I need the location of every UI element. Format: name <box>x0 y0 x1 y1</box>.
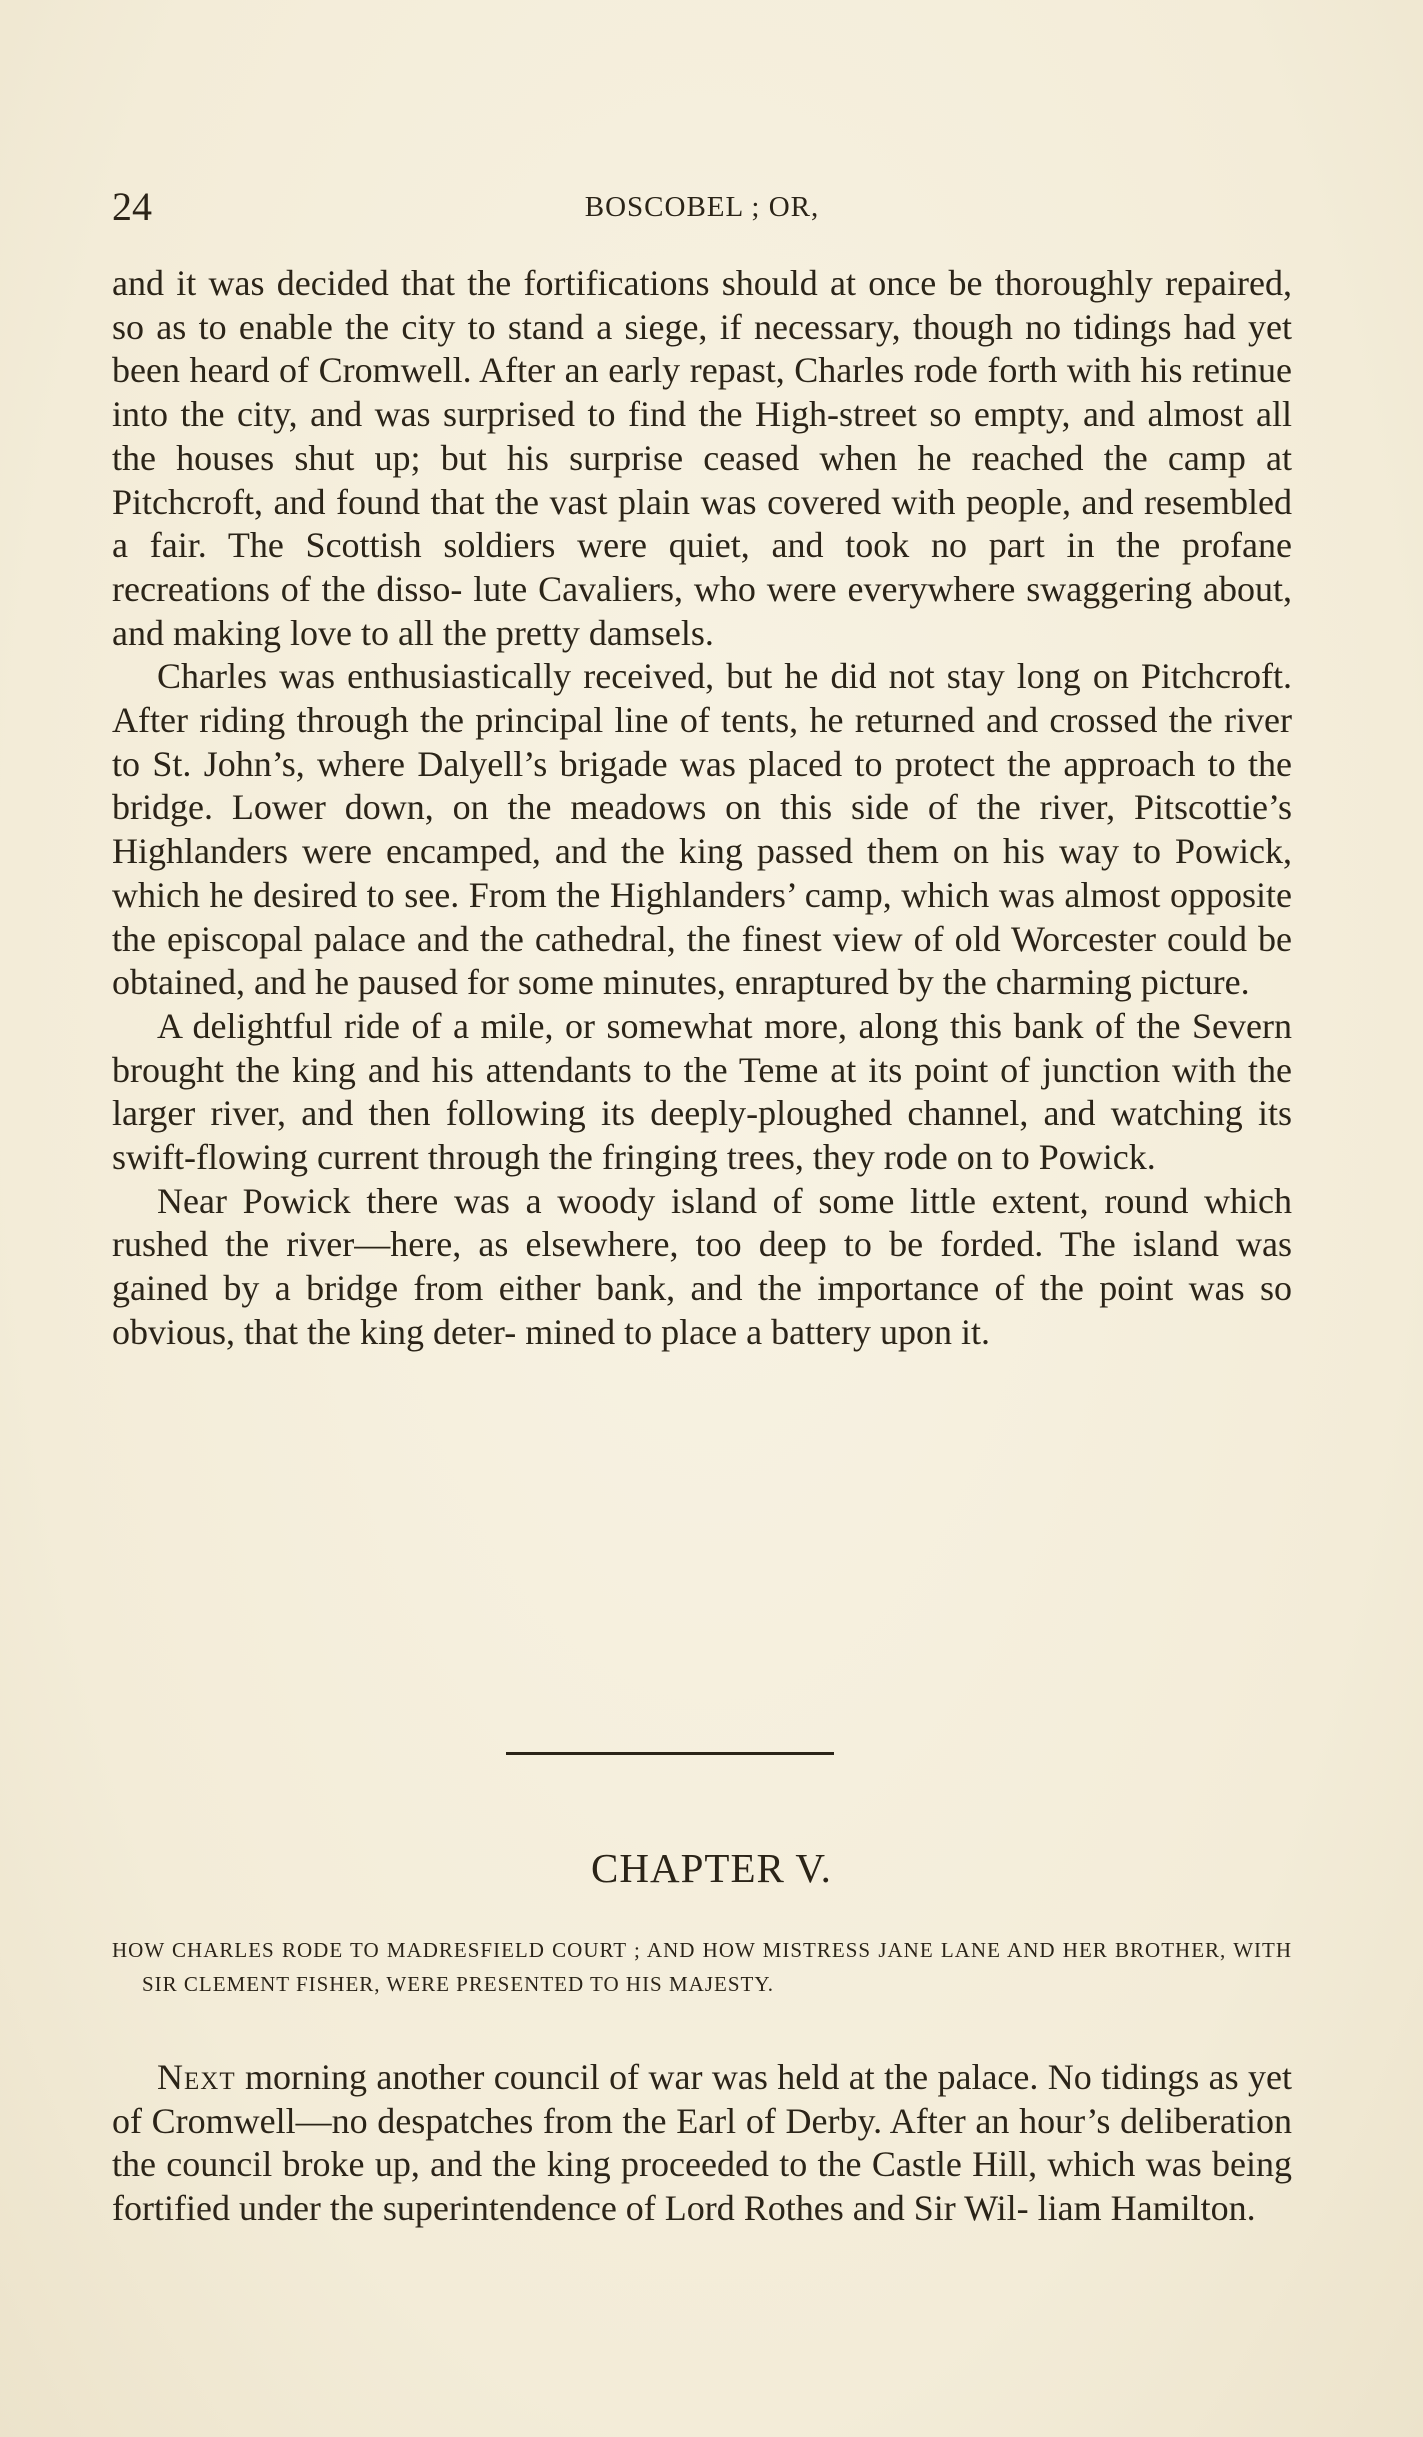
paragraph: Charles was enthusiastically received, but he did not stay long on Pitchcroft. After riding through the principal line of tents, he returned and crossed the river to St. John’s, where Dalyell’s brigade was placed to protect the approach to the bridge. Lower down, on the meadows on this side of the river, Pitscottie’s Highlanders were encamped, and the king passed them on his way to Powick, which he desired to see. From the Highlanders’ camp, which was almost opposite the episcopal palace and the cathedral, the finest view of old Worcester could be obtained, and he paused for some minutes, enraptured by the charming picture. <box>112 656 1292 1003</box>
body-text <box>112 262 1292 1355</box>
page-header <box>112 183 1292 233</box>
chapter-title: CHAPTER V. <box>591 1845 832 1891</box>
paragraph: Near Powick there was a woody island of some little extent, round which rushed the river—here, as elsewhere, too deep to be forded. The island was gained by a bridge from either bank, and the importance of the point was so obvious, that the king deter- mined to place a battery upon it. <box>112 1180 1292 1352</box>
paragraph: and it was decided that the fortifications should at once be thoroughly repaired, so as to enable the city to stand a siege, if necessary, though no tidings had yet been heard of Cromwell. After an early repast, Charles rode forth with his retinue into the city, and was surprised to find the High-street so empty, and almost all the houses shut up; but his surprise ceased when he reached the camp at Pitchcroft, and found that the vast plain was covered with people, and resembled a fair. The Scottish soldiers were quiet, and took no part in the profane recreations of the disso- lute Cavaliers, who were everywhere swaggering about, and making love to all the pretty damsels. <box>112 263 1292 653</box>
page-number: 24 <box>112 184 152 229</box>
opening-text: morning another council of war was held at the palace. No tidings as yet of Cromwell—no despatches from the Earl of Derby. After an hour’s deliberation the council broke up, and the king proceeded to the Castle Hill, which was being fortified under the superintendence of Lord Rothes and Sir Wil- liam Hamilton. <box>112 2057 1292 2229</box>
running-head: BOSCOBEL ; OR, <box>584 191 820 223</box>
chapter-summary: HOW CHARLES RODE TO MADRESFIELD COURT ; AND HOW MISTRESS JANE LANE AND HER BROTHER, WITH SIR CLEMENT FISHER, WERE PRESENTED TO HIS MAJESTY. <box>112 1938 1292 1996</box>
paragraph: A delightful ride of a mile, or somewhat more, along this bank of the Severn brought the king and his attendants to the Teme at its point of junction with the larger river, and then following its deeply-ploughed channel, and watching its swift-flowing current through the fringing trees, they rode on to Powick. <box>112 1005 1292 1178</box>
opening-word: Next <box>157 2057 236 2097</box>
section-divider <box>506 1752 834 1755</box>
chapter-opening-paragraph <box>112 2056 1292 2231</box>
